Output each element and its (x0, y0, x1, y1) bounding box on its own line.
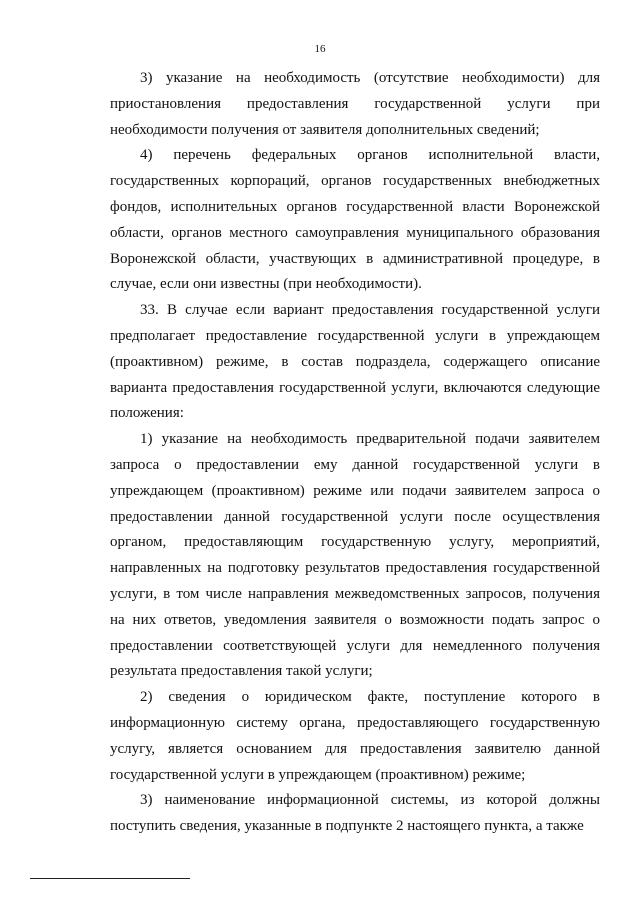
paragraph-item-3: 3) указание на необходимость (отсутствие необходимости) для приостановления предоставления государственной услуги при необходимости получения от заявителя дополнительных сведений; (110, 70, 600, 138)
paragraph-item-4: 4) перечень федеральных органов исполнительной власти, государственных корпораций, органов государственных внебюджетных фондов, исполнительных органов государственной власти Воронежской области, органов местного самоуправления муниципального образования Воронежской области, участвующих в административной процедуре, в случае, если они известны (при необходимости). (110, 147, 600, 293)
paragraph-subitem-3: 3) наименование информационной системы, из которой должны поступить сведения, указанные в подпункте 2 настоящего пункта, а также (110, 792, 600, 835)
footnote-divider (30, 878, 190, 879)
paragraph-subitem-1: 1) указание на необходимость предварительной подачи заявителем запроса о предоставлении ему данной государственной услуги в упреждающем (проактивном) режиме или подачи заявителем запроса о предоставлении данной государственной услуги после осуществления органом, предоставляющим государственную услугу, мероприятий, направленных на подготовку результатов предоставления государственной услуги, в том числе направления межведомственных запросов, получения на них ответов, уведомления заявителя о возможности подать запрос о предоставлении соответствующей услуги для немедленного получения результата предоставления такой услуги; (110, 431, 600, 680)
page-number: 16 (314, 43, 326, 55)
paragraph-subitem-2: 2) сведения о юридическом факте, поступление которого в информационную систему органа, предоставляющего государственную услугу, является основанием для предоставления заявителю данной государственной услуги в упреждающем (проактивном) режиме; (110, 689, 600, 783)
document-body (110, 66, 600, 840)
paragraph-clause-33: 33. В случае если вариант предоставления государственной услуги предполагает предоставление государственной услуги в упреждающем (проактивном) режиме, в состав подраздела, содержащего описание варианта предоставления государственной услуги, включаются следующие положения: (110, 302, 600, 422)
